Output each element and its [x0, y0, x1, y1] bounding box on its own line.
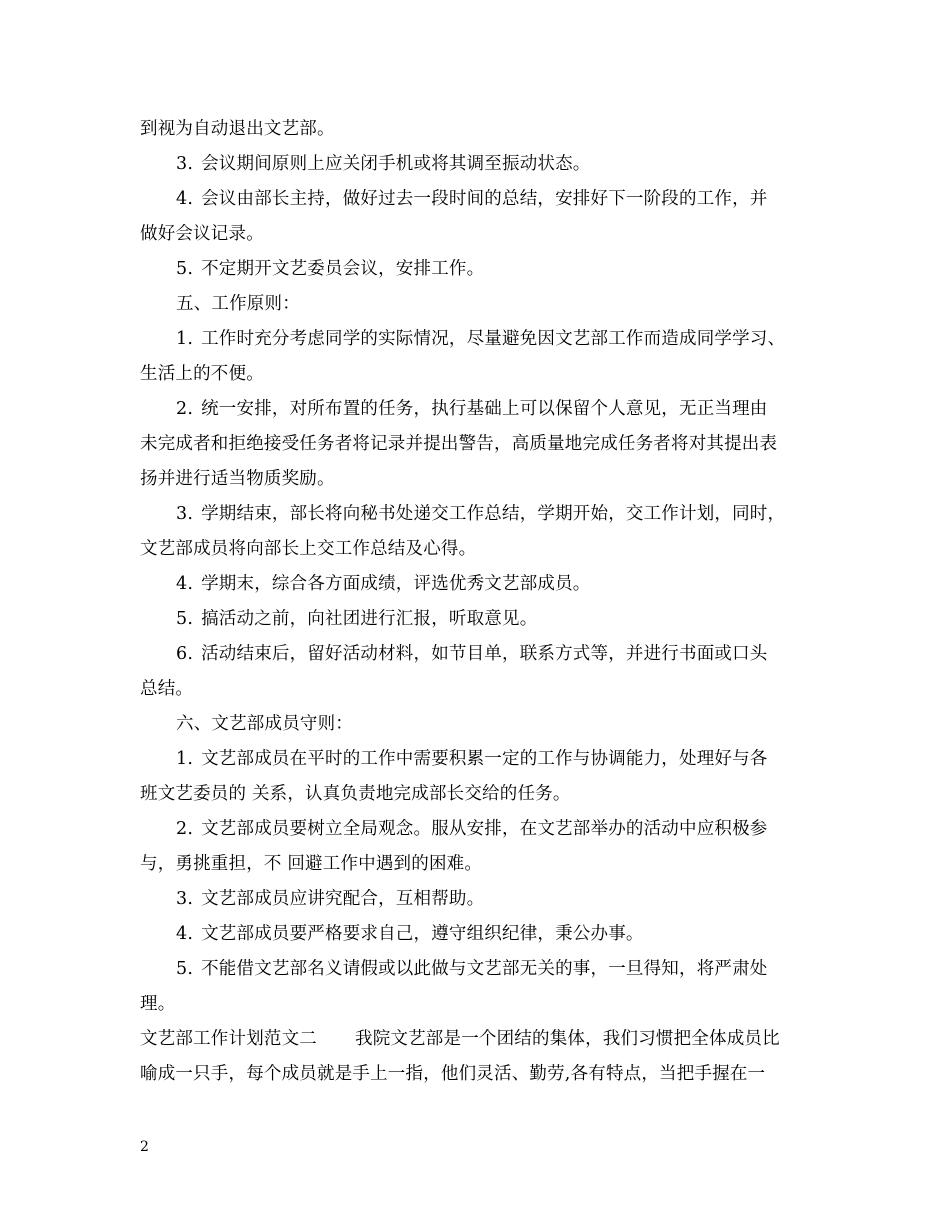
list-item	[176, 328, 785, 350]
list-item	[176, 818, 768, 840]
item-number: 2.	[176, 399, 194, 419]
line-text: 学期末，综合各方面成绩，评选优秀文艺部成员。	[201, 574, 591, 594]
line-text: 文艺部成员将向部长上交工作总结及心得。	[140, 539, 477, 559]
item-number: 3.	[176, 889, 194, 909]
line-text: 总结。	[140, 679, 194, 699]
line-text: 与，勇挑重担，不 回避工作中遇到的困难。	[140, 854, 483, 874]
body-line	[140, 538, 476, 560]
list-item	[176, 748, 768, 770]
item-number: 4.	[176, 924, 194, 944]
line-text: 文艺部成员在平时的工作中需要积累一定的工作与协调能力，处理好与各	[201, 749, 768, 769]
body-line	[140, 678, 193, 700]
body-line	[140, 223, 264, 245]
item-number: 3.	[176, 154, 194, 174]
line-text: 会议由部长主持，做好过去一段时间的总结，安排好下一阶段的工作，并	[201, 189, 768, 209]
item-number: 2.	[176, 819, 194, 839]
list-item	[176, 258, 484, 280]
line-text: 五、工作原则：	[176, 294, 300, 314]
line-text: 喻成一只手，每个成员就是手上一指，他们灵活、勤劳,各有特点，当把手握在一	[140, 1064, 766, 1084]
list-item	[176, 888, 484, 910]
line-text: 统一安排，对所布置的任务，执行基础上可以保留个人意见，无正当理由	[201, 399, 768, 419]
item-number: 4.	[176, 189, 194, 209]
line-text: 活动结束后，留好活动材料，如节目单，联系方式等，并进行书面或口头	[201, 644, 768, 664]
line-text: 扬并进行适当物质奖励。	[140, 469, 335, 489]
line-text: 理。	[140, 994, 176, 1014]
body-line	[140, 853, 482, 875]
section-title: 文艺部工作计划范文二	[140, 1029, 317, 1049]
body-line	[140, 993, 175, 1015]
item-number: 1.	[176, 329, 194, 349]
line-text: 班文艺委员的 关系，认真负责地完成部长交给的任务。	[140, 784, 571, 804]
body-line	[140, 118, 335, 140]
list-item	[176, 608, 537, 630]
item-number: 5.	[176, 259, 194, 279]
body-line	[140, 1028, 780, 1050]
list-item	[176, 573, 591, 595]
item-number: 5.	[176, 609, 194, 629]
line-text: 生活上的不便。	[140, 364, 264, 384]
item-number: 3.	[176, 504, 194, 524]
body-line	[140, 433, 777, 455]
line-text: 文艺部成员要树立全局观念。服从安排，在文艺部举办的活动中应积极参	[201, 819, 768, 839]
item-number: 4.	[176, 574, 194, 594]
list-item	[176, 643, 768, 665]
line-text: 文艺部成员应讲究配合，互相帮助。	[201, 889, 485, 909]
line-text: 我院文艺部是一个团结的集体，我们习惯把全体成员比	[355, 1029, 780, 1049]
body-line	[140, 363, 264, 385]
line-text: 做好会议记录。	[140, 224, 264, 244]
line-text: 学期结束，部长将向秘书处递交工作总结，学期开始，交工作计划，同时，	[201, 504, 786, 524]
section-heading	[176, 293, 300, 315]
line-text: 搞活动之前，向社团进行汇报，听取意见。	[201, 609, 538, 629]
item-number: 6.	[176, 644, 194, 664]
line-text: 到视为自动退出文艺部。	[140, 119, 335, 139]
line-text: 六、文艺部成员守则：	[176, 714, 353, 734]
body-line	[140, 783, 571, 805]
line-text: 未完成者和拒绝接受任务者将记录并提出警告，高质量地完成任务者将对其提出表	[140, 434, 778, 454]
list-item	[176, 188, 768, 210]
item-number: 5.	[176, 959, 194, 979]
list-item	[176, 923, 644, 945]
line-text: 工作时充分考虑同学的实际情况，尽量避免因文艺部工作而造成同学学习、	[201, 329, 786, 349]
item-number: 1.	[176, 749, 194, 769]
list-item	[176, 958, 768, 980]
line-text: 文艺部成员要严格要求自己，遵守组织纪律，秉公办事。	[201, 924, 644, 944]
list-item	[176, 153, 591, 175]
line-text: 会议期间原则上应关闭手机或将其调至振动状态。	[201, 154, 591, 174]
line-text: 不能借文艺部名义请假或以此做与文艺部无关的事，一旦得知，将严肃处	[201, 959, 768, 979]
page-number: 2	[140, 1139, 149, 1155]
section-heading	[176, 713, 353, 735]
body-line	[140, 1063, 765, 1085]
line-text: 不定期开文艺委员会议，安排工作。	[201, 259, 485, 279]
body-line	[140, 468, 335, 490]
list-item	[176, 398, 768, 420]
list-item	[176, 503, 785, 525]
